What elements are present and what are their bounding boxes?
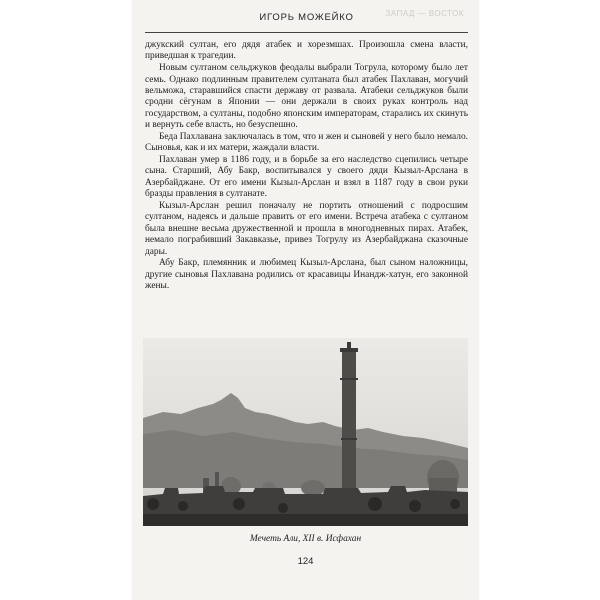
- book-page: [133, 0, 478, 600]
- page-number: 124: [297, 556, 314, 567]
- minaret: [340, 342, 358, 498]
- mosque-photo: [143, 338, 468, 526]
- running-header: [145, 8, 468, 33]
- paragraph: Новым султаном сельджуков феодалы выбрали Тогрула, которому было лет семь. Однако подлинным правителем султаната был атабек Пахлаван, могучий вельможа, старавшийся спасти державу от развала. Атабеки сельджуков были сродни сёгунам в Японии — они держали в своих руках контроль над государством, а султаны, подобно японским императорам, старались их скинуть и вернуть себе власть, но безуспешно.: [145, 63, 468, 131]
- figure-caption: Мечеть Али, XII в. Исфахан: [249, 534, 362, 544]
- paragraph: Беда Пахлавана заключалась в том, что и жен и сыновей у него было немало. Сыновья, как и их матери, жаждали власти.: [145, 131, 468, 154]
- show-through-text: ЗАПАД — ВОСТОК: [385, 9, 464, 18]
- paragraph: Кызыл-Арслан решил поначалу не портить отношений с подросшим султаном, надеясь и дальше править от его имени. Встреча атабека с султаном была внешне весьма дружественной и прошла в многодневных пирах. Атабек, немало пограбивший Закавказье, привез Тогрулу из Азербайджана сказочные дары.: [145, 200, 468, 257]
- paragraph: джукский султан, его дядя атабек и хорезмшах. Произошла смена власти, приведшая к трагедии.: [145, 40, 468, 62]
- author-name: ИГОРЬ МОЖЕЙКО: [259, 12, 354, 23]
- paragraph: Пахлаван умер в 1186 году, и в борьбе за его наследство сцепились четыре сына. Старший, Абу Бакр, воспитывался у своего дяди Кызыл-Арслана в Азербайджане. От его имени Кызыл-Арслан и взял в 1187 году в свои руки бразды правления в султанате.: [145, 154, 468, 200]
- body-text: [145, 40, 468, 293]
- dome-small: [301, 480, 325, 496]
- paragraph: Абу Бакр, племянник и любимец Кызыл-Арслана, был сыном наложницы, другие сыновья Пахлавана родились от красавицы Инандж-хатун, его законной жены.: [145, 258, 468, 292]
